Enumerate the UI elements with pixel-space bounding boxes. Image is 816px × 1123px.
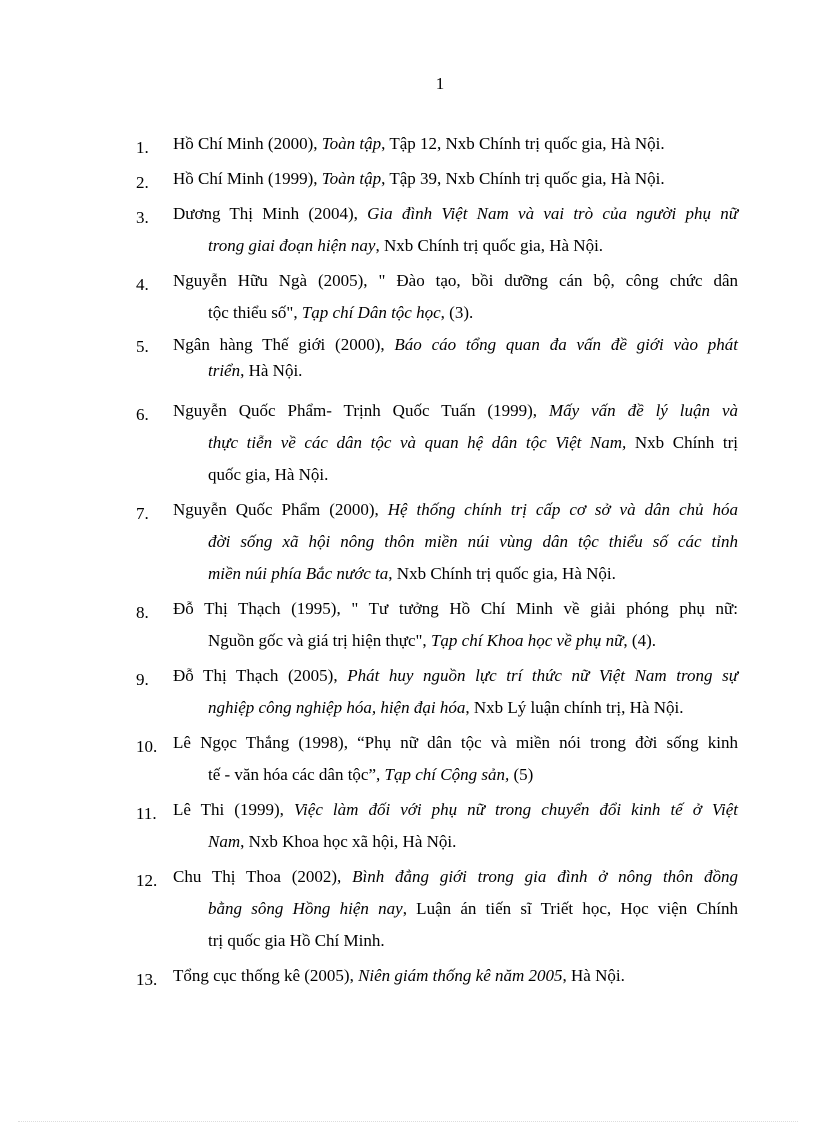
reference-line	[173, 526, 738, 558]
reference-text-segment: Ngân hàng Thế giới (2000),	[173, 335, 395, 354]
reference-number: 3.	[136, 208, 149, 227]
reference-line	[173, 395, 738, 427]
reference-text	[173, 198, 738, 262]
reference-title-italic: đời sống xã hội nông thôn miền núi vùng dân tộc thiểu số các tỉnh	[208, 532, 738, 551]
reference-text-segment: Nguyễn Quốc Phẩm- Trịnh Quốc Tuấn (1999),	[173, 401, 549, 420]
reference-item	[136, 861, 738, 957]
reference-text-segment: Nxb Chính trị	[626, 433, 738, 452]
reference-line	[173, 794, 738, 826]
reference-title-italic: Toàn tập	[321, 134, 382, 153]
reference-text	[173, 861, 738, 957]
reference-number: 2.	[136, 173, 149, 192]
reference-text-segment: , Nxb Khoa học xã hội, Hà Nội.	[240, 832, 457, 851]
reference-line	[173, 759, 738, 791]
reference-title-italic: Hệ thống chính trị cấp cơ sở và dân chủ hóa	[387, 500, 738, 519]
reference-text-segment: quốc gia, Hà Nội.	[208, 465, 329, 484]
reference-text	[173, 593, 738, 657]
reference-title-italic: Tạp chí Khoa học về phụ nữ	[430, 631, 624, 650]
reference-text-segment: Đỗ Thị Thạch (1995), " Tư tưởng Hồ Chí Minh về giải phóng phụ nữ:	[173, 599, 738, 618]
reference-line	[173, 660, 738, 692]
reference-line	[173, 163, 738, 195]
reference-text-segment: , (3).	[440, 303, 474, 322]
reference-line	[173, 960, 738, 992]
reference-item	[136, 494, 738, 590]
reference-number: 13.	[136, 970, 158, 989]
reference-text-segment: , Nxb Chính trị quốc gia, Hà Nội.	[375, 236, 604, 255]
reference-text-segment: Nguyễn Hữu Ngà (2005), " Đào tạo, bồi dưỡng cán bộ, công chức dân	[173, 271, 738, 290]
reference-title-italic: bằng sông Hồng hiện nay	[208, 899, 403, 918]
reference-title-italic: Tạp chí Cộng sản,	[384, 765, 510, 784]
reference-line	[173, 427, 738, 459]
reference-title-italic: trong giai đoạn hiện nay	[208, 236, 376, 255]
reference-text-segment: , Luận án tiến sĩ Triết học, Học viện Chính	[402, 899, 738, 918]
footer-dotted-rule	[18, 1121, 798, 1122]
reference-text	[173, 494, 738, 590]
reference-text-segment: Hồ Chí Minh (2000),	[173, 134, 322, 153]
reference-text	[173, 727, 738, 791]
reference-line	[173, 625, 738, 657]
reference-item	[136, 332, 738, 384]
reference-text-segment: (5)	[509, 765, 534, 784]
reference-line	[173, 358, 738, 384]
reference-item	[136, 128, 738, 160]
reference-number: 11.	[136, 804, 157, 823]
reference-item	[136, 265, 738, 329]
reference-line	[173, 297, 738, 329]
reference-text	[173, 265, 738, 329]
reference-text	[173, 128, 738, 160]
reference-line	[173, 128, 738, 160]
reference-number: 6.	[136, 405, 149, 424]
reference-title-italic: miền núi phía Bắc nước ta	[208, 564, 389, 583]
reference-text-segment: Lê Thi (1999),	[173, 800, 294, 819]
reference-line	[173, 558, 738, 590]
reference-text-segment: Dương Thị Minh (2004),	[173, 204, 368, 223]
page-number: 1	[435, 74, 445, 93]
reference-text-segment: , Nxb Chính trị quốc gia, Hà Nội.	[388, 564, 616, 583]
reference-text-segment: Chu Thị Thoa (2002),	[173, 867, 353, 886]
reference-text-segment: Lê Ngọc Thắng (1998), “Phụ nữ dân tộc và miền nói trong đời sống kinh	[173, 733, 738, 752]
reference-text-segment: , Hà Nội.	[562, 966, 625, 985]
reference-item	[136, 198, 738, 262]
reference-text	[173, 332, 738, 384]
reference-title-italic: Tạp chí Dân tộc học	[301, 303, 441, 322]
reference-item	[136, 660, 738, 724]
reference-title-italic: nghiệp công nghiệp hóa, hiện đại hóa	[208, 698, 466, 717]
reference-text-segment: Đỗ Thị Thạch (2005),	[173, 666, 348, 685]
reference-title-italic: Bình đẳng giới trong gia đình ở nông thôn đồng	[352, 867, 738, 886]
reference-line	[173, 198, 738, 230]
reference-title-italic: Việc làm đối với phụ nữ trong chuyển đổi kinh tế ở Việt	[293, 800, 738, 819]
reference-text	[173, 794, 738, 858]
reference-text-segment: Nguyễn Quốc Phẩm (2000),	[173, 500, 388, 519]
reference-number: 8.	[136, 603, 149, 622]
reference-title-italic: Toàn tập	[321, 169, 382, 188]
reference-text-segment: , Tập 12, Nxb Chính trị quốc gia, Hà Nội.	[381, 134, 665, 153]
reference-number: 4.	[136, 275, 149, 294]
reference-line	[173, 230, 738, 262]
reference-item	[136, 794, 738, 858]
reference-text	[173, 960, 738, 992]
reference-number: 9.	[136, 670, 149, 689]
reference-text-segment: , Tập 39, Nxb Chính trị quốc gia, Hà Nội.	[381, 169, 665, 188]
reference-text-segment: , Nxb Lý luận chính trị, Hà Nội.	[465, 698, 684, 717]
reference-title-italic: triển	[208, 361, 241, 380]
reference-line	[173, 826, 738, 858]
reference-text-segment: Hồ Chí Minh (1999),	[173, 169, 322, 188]
reference-number: 7.	[136, 504, 149, 523]
reference-title-italic: Báo cáo tổng quan đa vấn đề giới vào phát	[394, 335, 739, 354]
reference-text-segment: Nguồn gốc và giá trị hiện thực",	[208, 631, 431, 650]
reference-text-segment: , (4).	[623, 631, 656, 650]
reference-list	[136, 128, 738, 995]
reference-item	[136, 727, 738, 791]
reference-number: 1.	[136, 138, 149, 157]
reference-text	[173, 660, 738, 724]
reference-item	[136, 163, 738, 195]
reference-number: 5.	[136, 337, 149, 356]
reference-title-italic: Mấy vấn đề lý luận và	[548, 401, 738, 420]
reference-title-italic: Niên giám thống kê năm 2005	[358, 966, 563, 985]
reference-item	[136, 593, 738, 657]
reference-text	[173, 163, 738, 195]
reference-title-italic: thực tiễn về các dân tộc và quan hệ dân tộc Việt Nam,	[208, 433, 627, 452]
reference-line	[173, 265, 738, 297]
reference-line	[173, 893, 738, 925]
reference-number: 12.	[136, 871, 158, 890]
reference-line	[173, 925, 738, 957]
reference-title-italic: Phát huy nguồn lực trí thức nữ Việt Nam trong sự	[347, 666, 738, 685]
reference-line	[173, 459, 738, 491]
reference-text-segment: trị quốc gia Hồ Chí Minh.	[208, 931, 385, 950]
reference-item	[136, 960, 738, 992]
reference-text-segment: , Hà Nội.	[240, 361, 303, 380]
reference-text	[173, 395, 738, 491]
reference-line	[173, 494, 738, 526]
reference-title-italic: Nam	[208, 832, 241, 851]
reference-title-italic: Gia đình Việt Nam và vai trò của người phụ nữ	[367, 204, 738, 223]
reference-text-segment: tế - văn hóa các dân tộc”,	[208, 765, 385, 784]
reference-line	[173, 332, 738, 358]
reference-text-segment: Tổng cục thống kê (2005),	[173, 966, 359, 985]
reference-line	[173, 692, 738, 724]
reference-line	[173, 593, 738, 625]
reference-text-segment: tộc thiểu số",	[208, 303, 302, 322]
reference-item	[136, 395, 738, 491]
reference-number: 10.	[136, 737, 158, 756]
reference-line	[173, 727, 738, 759]
reference-line	[173, 861, 738, 893]
